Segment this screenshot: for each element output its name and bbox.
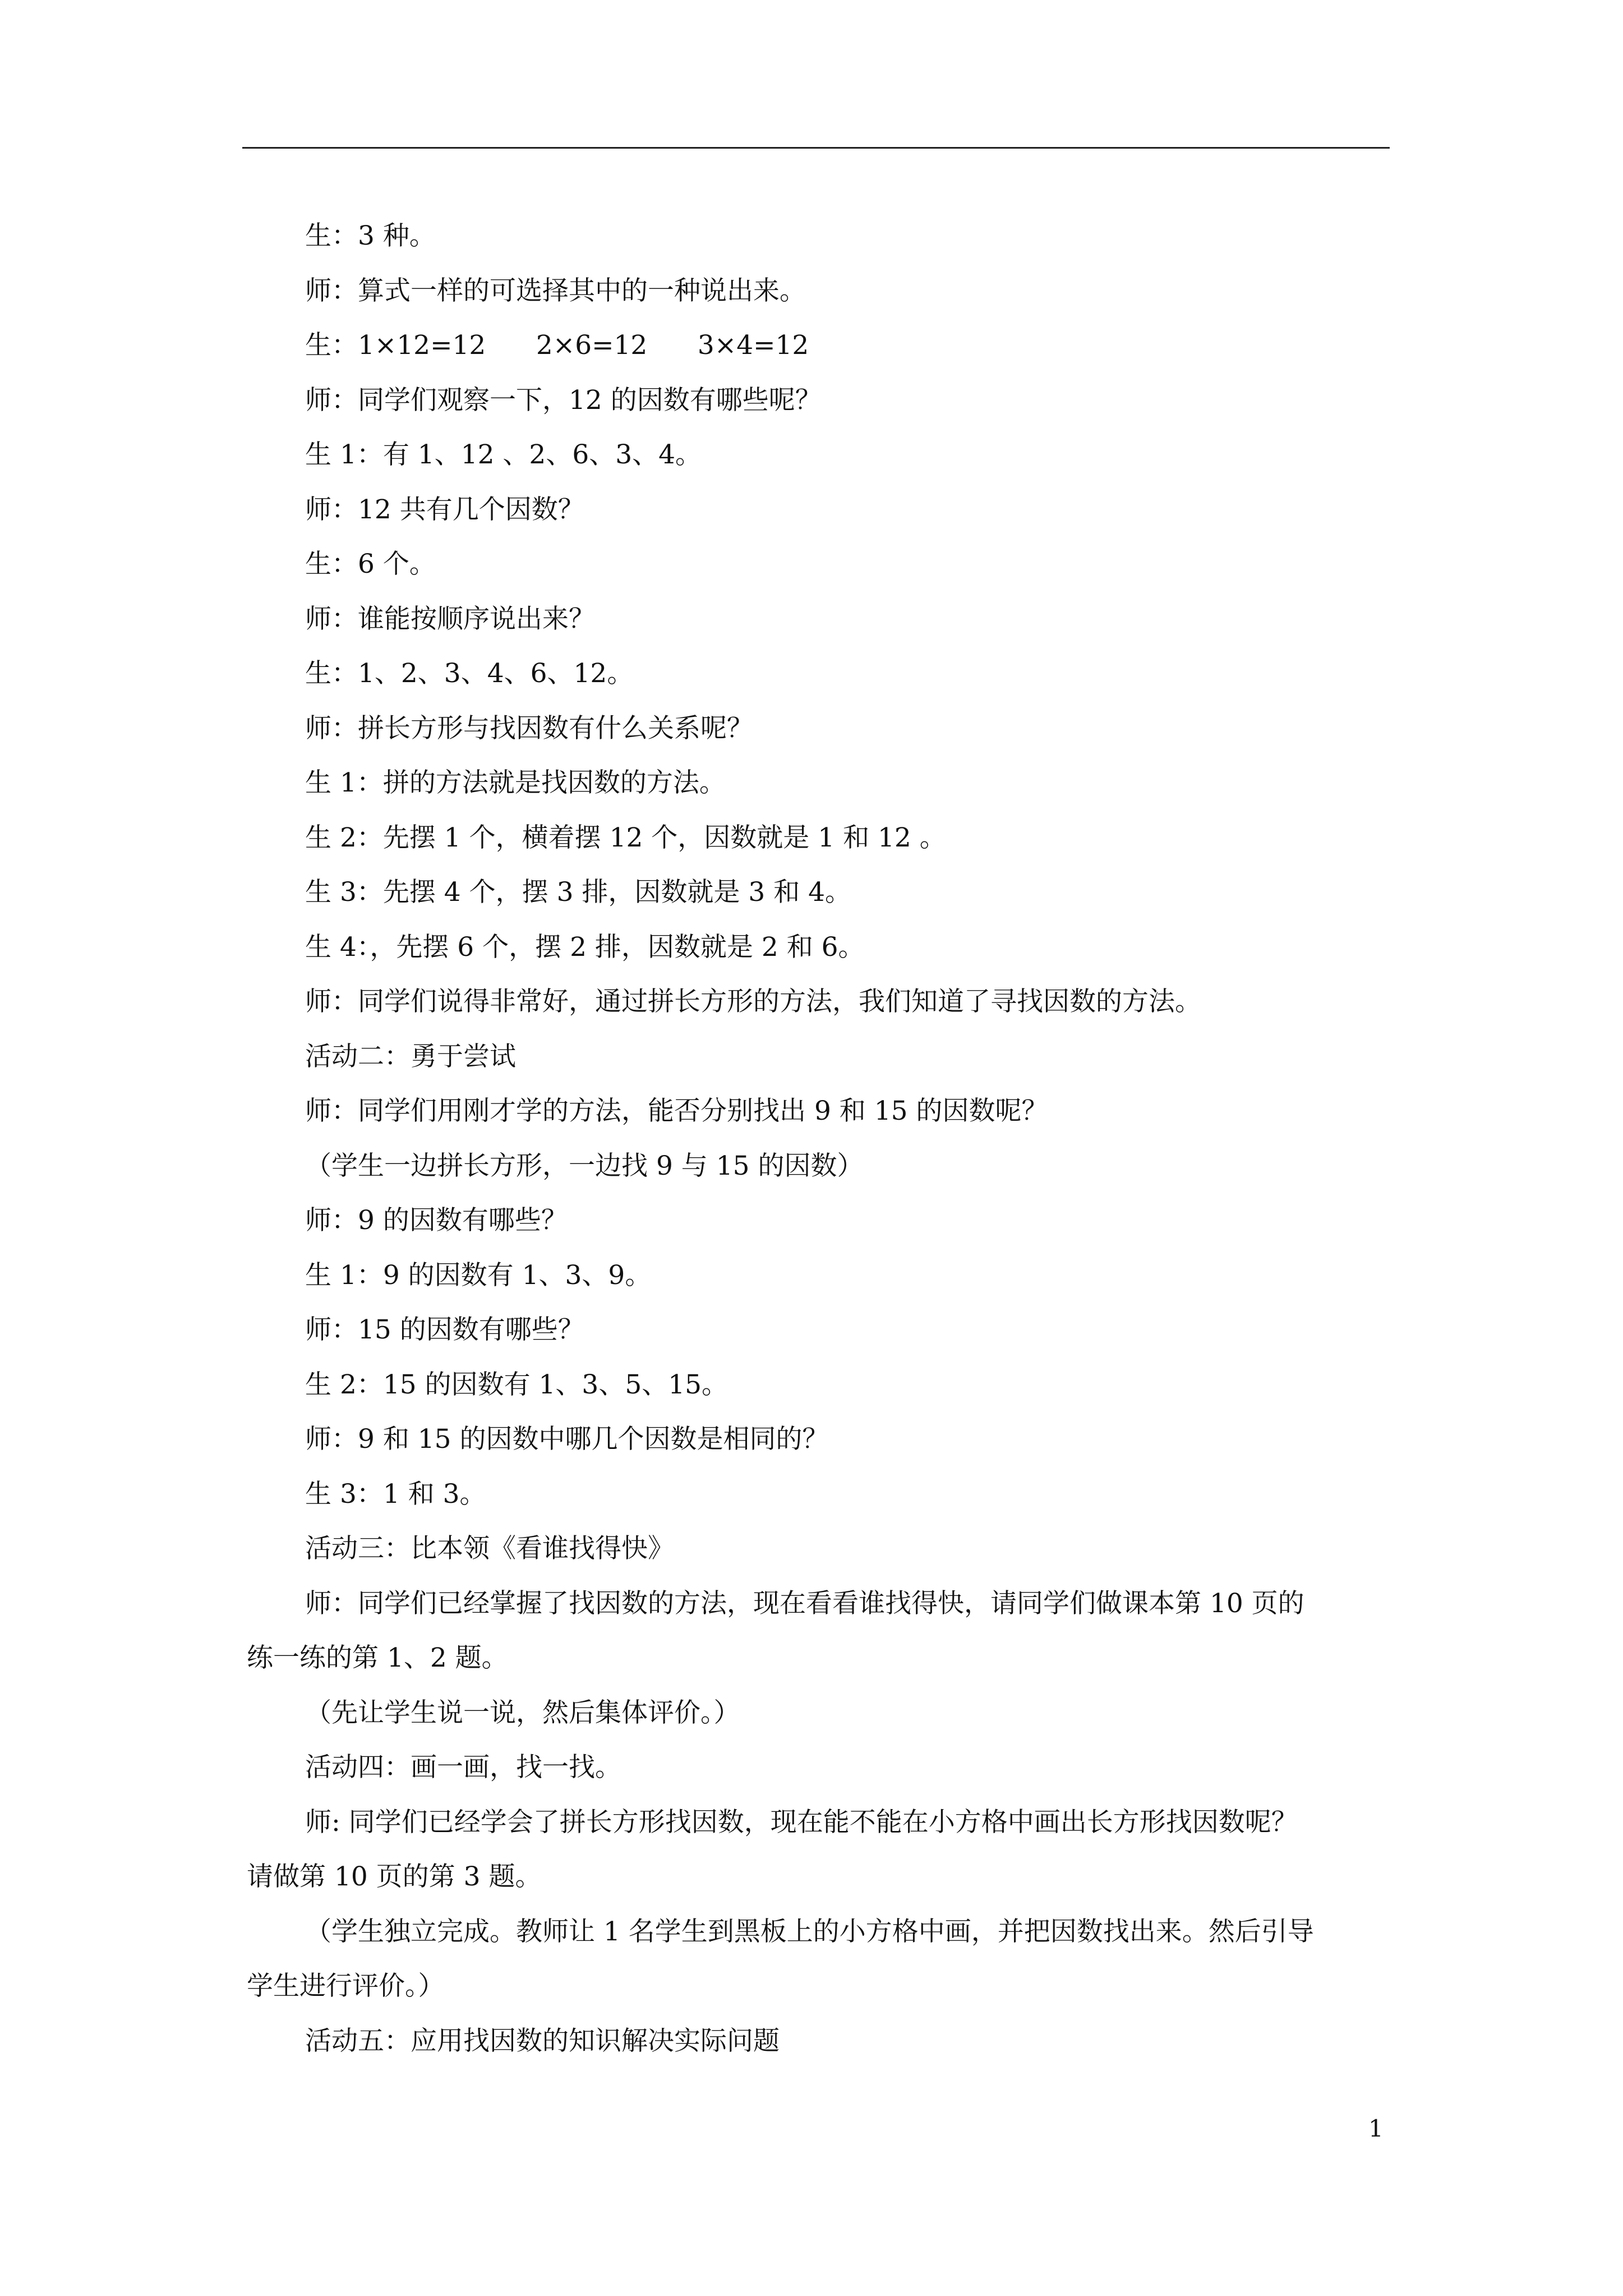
paragraph: 生 3：1 和 3。 bbox=[305, 1478, 486, 1510]
paragraph: 生：1、2、3、4、6、12。 bbox=[305, 658, 634, 689]
paragraph-continuation: 练一练的第 1、2 题。 bbox=[247, 1642, 508, 1673]
paragraph: 师：同学们已经掌握了找因数的方法，现在看看谁找得快，请同学们做课本第 10 页的 bbox=[305, 1588, 1304, 1619]
paragraph: 师: 同学们已经学会了拼长方形找因数，现在能不能在小方格中画出长方形找因数呢？ bbox=[305, 1806, 1298, 1838]
paragraph: 师：同学们观察一下，12 的因数有哪些呢？ bbox=[305, 384, 822, 416]
paragraph: 生：1×12=12 2×6=12 3×4=12 bbox=[305, 330, 809, 361]
paragraph: 生 1：有 1、12 、2、6、3、4。 bbox=[305, 439, 702, 470]
paragraph: 师：拼长方形与找因数有什么关系呢？ bbox=[305, 712, 753, 744]
section-heading: 活动五：应用找因数的知识解决实际问题 bbox=[305, 2025, 780, 2056]
section-heading: 活动二：勇于尝试 bbox=[305, 1041, 516, 1072]
header-rule bbox=[242, 147, 1390, 149]
paragraph: 生：6 个。 bbox=[305, 549, 436, 579]
paragraph: （先让学生说一说，然后集体评价。） bbox=[305, 1697, 740, 1728]
paragraph: （学生一边拼长方形，一边找 9 与 15 的因数） bbox=[305, 1150, 864, 1181]
paragraph: 生：3 种。 bbox=[305, 220, 436, 251]
paragraph: 生 2：先摆 1 个，横着摆 12 个，因数就是 1 和 12 。 bbox=[305, 822, 946, 853]
paragraph: 生 2：15 的因数有 1、3、5、15。 bbox=[305, 1369, 728, 1400]
paragraph: 师：9 和 15 的因数中哪几个因数是相同的？ bbox=[305, 1424, 829, 1455]
section-heading: 活动三：比本领《看谁找得快》 bbox=[305, 1533, 674, 1564]
paragraph: 生 1：拼的方法就是找因数的方法。 bbox=[305, 767, 726, 798]
paragraph: 生 1：9 的因数有 1、3、9。 bbox=[305, 1259, 652, 1291]
paragraph-continuation: 学生进行评价。） bbox=[247, 1971, 445, 2001]
paragraph: 师：12 共有几个因数？ bbox=[305, 494, 584, 525]
paragraph: 师：9 的因数有哪些？ bbox=[305, 1205, 568, 1236]
paragraph-continuation: 请做第 10 页的第 3 题。 bbox=[247, 1861, 542, 1892]
paragraph: 生 3：先摆 4 个，摆 3 排，因数就是 3 和 4。 bbox=[305, 877, 852, 908]
paragraph: （学生独立完成。教师让 1 名学生到黑板上的小方格中画，并把因数找出来。然后引导 bbox=[305, 1916, 1314, 1947]
paragraph: 师：同学们说得非常好，通过拼长方形的方法，我们知道了寻找因数的方法。 bbox=[305, 986, 1201, 1017]
paragraph: 师：谁能按顺序说出来？ bbox=[305, 603, 595, 634]
section-heading: 活动四：画一画，找一找。 bbox=[305, 1752, 621, 1783]
paragraph: 生 4：，先摆 6 个，摆 2 排，因数就是 2 和 6。 bbox=[305, 931, 865, 963]
paragraph: 师：同学们用刚才学的方法，能否分别找出 9 和 15 的因数呢？ bbox=[305, 1096, 1048, 1126]
paragraph: 师：15 的因数有哪些？ bbox=[305, 1314, 584, 1345]
page-number: 1 bbox=[1368, 2115, 1384, 2142]
document-body bbox=[247, 209, 1391, 2068]
paragraph: 师：算式一样的可选择其中的一种说出来。 bbox=[305, 275, 806, 306]
